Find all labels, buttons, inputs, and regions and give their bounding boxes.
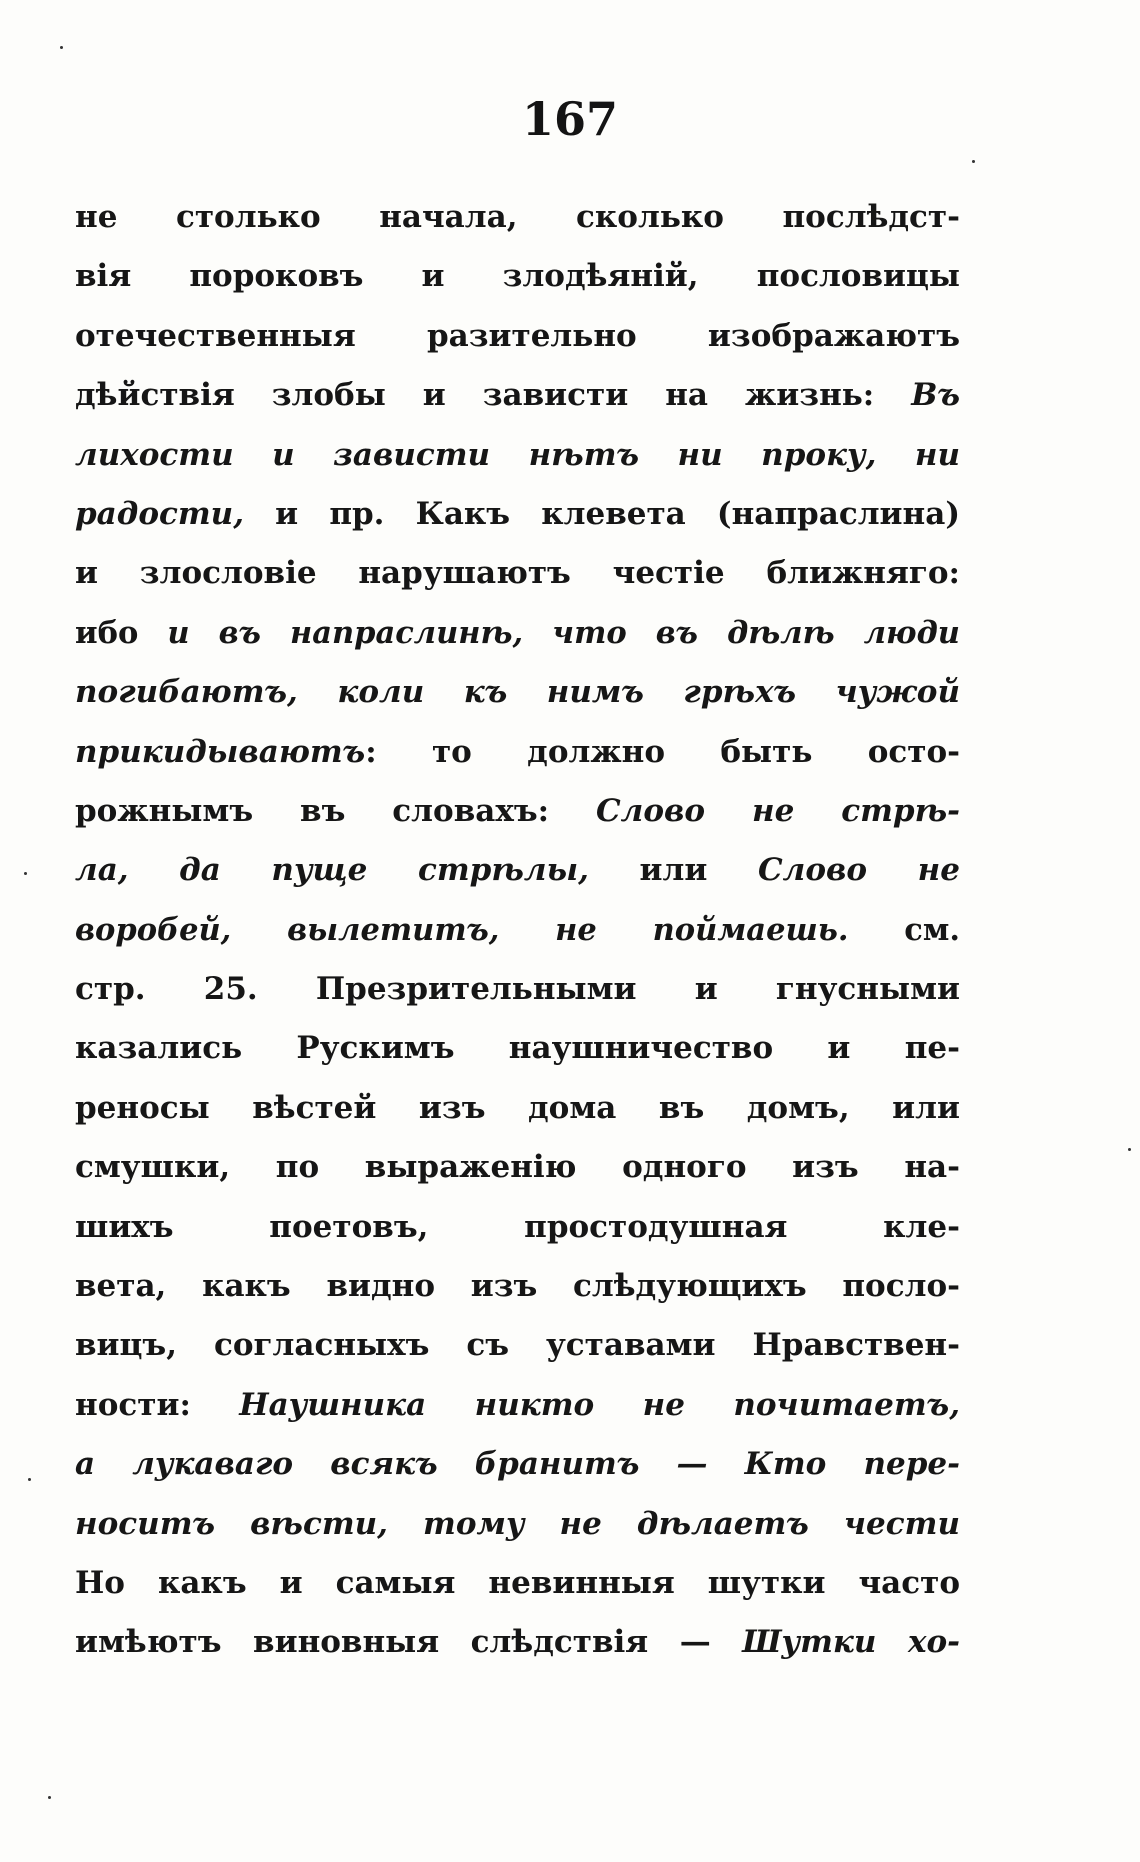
- italic-segment: лихости и зависти нѣтъ ни проку, ни: [75, 436, 960, 473]
- text-line: [75, 1495, 960, 1554]
- text-line: [75, 485, 960, 544]
- text-segment: реносы вѣстей изъ дома въ домъ, или: [75, 1089, 960, 1126]
- text-segment: стр. 25. Презрительными и гнусными: [75, 971, 960, 1008]
- text-segment: рожнымъ въ словахъ:: [75, 792, 596, 829]
- italic-segment: и въ напраслинѣ, что въ дѣлѣ люди: [167, 614, 960, 651]
- text-line: [75, 1435, 960, 1494]
- text-segment: или: [588, 852, 758, 889]
- text-line: [75, 307, 960, 366]
- page-number: 167: [521, 92, 619, 146]
- text-segment: и злословіе нарушаютъ честіе ближняго:: [75, 555, 960, 592]
- print-speck: [60, 46, 63, 49]
- text-segment: см.: [848, 911, 960, 948]
- text-line: [75, 1316, 960, 1375]
- italic-segment: а лукаваго всякъ бранитъ — Кто пере-: [75, 1446, 960, 1483]
- text-segment: не столько начала, сколько послѣдст-: [75, 199, 960, 235]
- text-segment: казались Рускимъ наушничество и пе-: [75, 1030, 960, 1067]
- text-segment: и пр. Какъ клевета (напраслина): [244, 495, 960, 532]
- italic-segment: прикидываютъ: [75, 733, 366, 770]
- text-segment: имѣютъ виновныя слѣдствія —: [75, 1624, 743, 1661]
- italic-segment: ла, да пуще стрѣлы,: [75, 852, 589, 889]
- text-line: [75, 960, 960, 1019]
- text-line: [75, 723, 960, 782]
- text-line: [75, 782, 960, 841]
- italic-segment: Шутки хо-: [742, 1624, 960, 1661]
- print-speck: [972, 160, 975, 163]
- text-line: [75, 544, 960, 603]
- italic-segment: Наушника никто не почитаетъ,: [239, 1386, 960, 1423]
- text-segment: вія пороковъ и злодѣяній, пословицы: [75, 258, 960, 295]
- text-line: [75, 901, 960, 960]
- text-segment: : то должно быть осто-: [365, 733, 960, 770]
- text-line: [75, 1613, 960, 1672]
- text-line: [75, 1554, 960, 1613]
- italic-segment: носитъ вѣсти, тому не дѣлаетъ чести: [75, 1505, 960, 1542]
- text-segment: отечественныя разительно изображаютъ: [75, 317, 960, 354]
- italic-segment: Слово не стрѣ-: [595, 792, 960, 829]
- text-line: [75, 1079, 960, 1138]
- text-line: [75, 841, 960, 900]
- text-segment: вицъ, согласныхъ съ уставами Нравствен-: [75, 1327, 960, 1364]
- text-line: [75, 1019, 960, 1078]
- text-segment: шихъ поетовъ, простодушная кле-: [75, 1208, 960, 1245]
- text-line: [75, 604, 960, 663]
- italic-segment: Въ: [911, 377, 960, 414]
- italic-segment: Слово не: [757, 852, 960, 889]
- print-speck: [28, 1478, 31, 1481]
- text-line: [75, 1257, 960, 1316]
- text-segment: ибо: [75, 614, 168, 651]
- text-segment: смушки, по выраженію одного изъ на-: [75, 1149, 960, 1186]
- print-speck: [1128, 1148, 1131, 1151]
- text-line: [75, 663, 960, 722]
- text-line: [75, 1376, 960, 1435]
- print-speck: [24, 872, 27, 875]
- print-speck: [48, 1796, 51, 1799]
- text-line: [75, 247, 960, 306]
- italic-segment: воробей, вылетитъ, не поймаешь.: [75, 911, 849, 948]
- text-line: [75, 188, 960, 247]
- text-segment: вета, какъ видно изъ слѣдующихъ посло-: [75, 1268, 960, 1305]
- italic-segment: радости,: [75, 495, 245, 532]
- text-line: [75, 426, 960, 485]
- italic-segment: погибаютъ, коли къ нимъ грѣхъ чужой: [75, 674, 960, 711]
- text-segment: дѣйствія злобы и зависти на жизнь:: [75, 377, 912, 414]
- text-line: [75, 1138, 960, 1197]
- text-line: [75, 366, 960, 425]
- text-segment: ности:: [75, 1386, 240, 1423]
- text-segment: Но какъ и самыя невинныя шутки часто: [75, 1564, 960, 1601]
- text-line: [75, 1198, 960, 1257]
- body-text: [75, 188, 960, 1673]
